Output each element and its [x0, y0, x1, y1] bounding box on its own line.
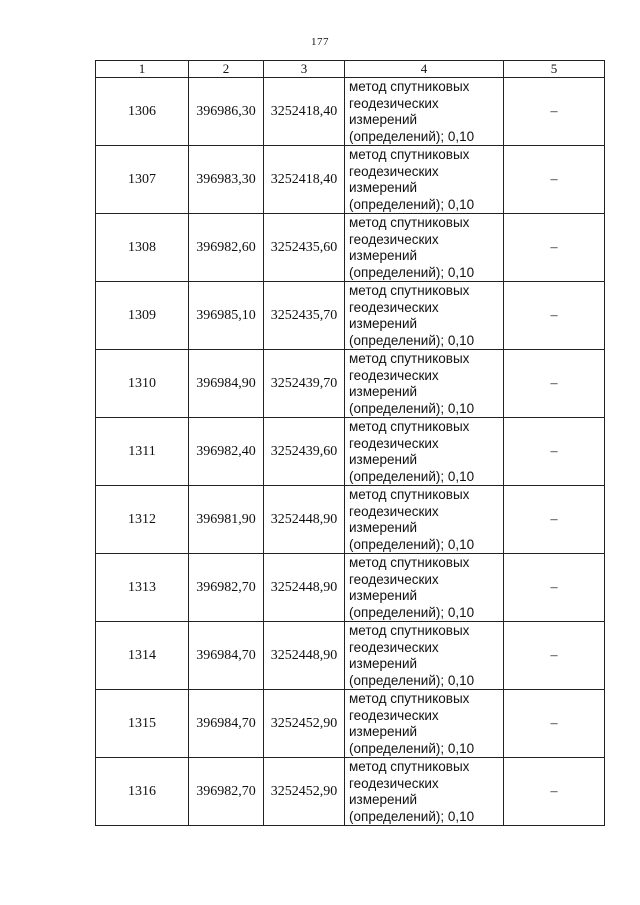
- note-cell: –: [504, 146, 605, 214]
- point-number-cell: 1309: [96, 282, 189, 350]
- method-line: метод спутниковых: [349, 79, 470, 94]
- method-line: измерений: [349, 180, 418, 195]
- method-line: (определений); 0,10: [349, 740, 475, 756]
- method-line: геодезических: [349, 639, 439, 655]
- y-coordinate-cell: 3252418,40: [264, 78, 345, 146]
- note-cell: –: [504, 350, 605, 418]
- method-cell: [345, 282, 504, 350]
- method-line: (определений); 0,10: [349, 196, 475, 212]
- method-line: метод спутниковых: [349, 555, 470, 570]
- table-row: [96, 418, 605, 486]
- table-row: [96, 282, 605, 350]
- y-coordinate-cell: 3252435,60: [264, 214, 345, 282]
- method-line: геодезических: [349, 95, 439, 111]
- point-number-cell: 1307: [96, 146, 189, 214]
- y-coordinate-cell: 3252448,90: [264, 622, 345, 690]
- method-line: измерений: [349, 248, 418, 263]
- method-line: измерений: [349, 520, 418, 535]
- method-line: (определений); 0,10: [349, 264, 475, 280]
- table-row: [96, 622, 605, 690]
- method-line: геодезических: [349, 231, 439, 247]
- x-coordinate-cell: 396984,70: [189, 622, 264, 690]
- method-line: метод спутниковых: [349, 351, 470, 366]
- x-coordinate-cell: 396982,70: [189, 554, 264, 622]
- method-line: геодезических: [349, 435, 439, 451]
- method-line: измерений: [349, 452, 418, 467]
- column-header: 4: [345, 61, 504, 78]
- method-line: (определений); 0,10: [349, 604, 475, 620]
- x-coordinate-cell: 396984,90: [189, 350, 264, 418]
- method-line: измерений: [349, 316, 418, 331]
- y-coordinate-cell: 3252439,70: [264, 350, 345, 418]
- note-cell: –: [504, 758, 605, 826]
- point-number-cell: 1313: [96, 554, 189, 622]
- method-line: (определений); 0,10: [349, 536, 475, 552]
- point-number-cell: 1315: [96, 690, 189, 758]
- method-line: геодезических: [349, 299, 439, 315]
- method-line: метод спутниковых: [349, 215, 470, 230]
- method-line: метод спутниковых: [349, 283, 470, 298]
- table-row: [96, 554, 605, 622]
- y-coordinate-cell: 3252439,60: [264, 418, 345, 486]
- table-row: [96, 690, 605, 758]
- table-row: [96, 214, 605, 282]
- table-row: [96, 78, 605, 146]
- method-line: (определений); 0,10: [349, 332, 475, 348]
- y-coordinate-cell: 3252452,90: [264, 758, 345, 826]
- method-line: метод спутниковых: [349, 487, 470, 502]
- point-number-cell: 1308: [96, 214, 189, 282]
- x-coordinate-cell: 396985,10: [189, 282, 264, 350]
- table-row: [96, 486, 605, 554]
- point-number-cell: 1306: [96, 78, 189, 146]
- method-line: геодезических: [349, 163, 439, 179]
- method-line: (определений); 0,10: [349, 128, 475, 144]
- method-line: метод спутниковых: [349, 147, 470, 162]
- method-line: измерений: [349, 792, 418, 807]
- column-header: 5: [504, 61, 605, 78]
- method-line: (определений); 0,10: [349, 468, 475, 484]
- method-cell: [345, 418, 504, 486]
- point-number-cell: 1314: [96, 622, 189, 690]
- method-line: измерений: [349, 656, 418, 671]
- x-coordinate-cell: 396982,60: [189, 214, 264, 282]
- x-coordinate-cell: 396986,30: [189, 78, 264, 146]
- y-coordinate-cell: 3252452,90: [264, 690, 345, 758]
- y-coordinate-cell: 3252448,90: [264, 486, 345, 554]
- coordinates-table: [95, 60, 605, 826]
- x-coordinate-cell: 396982,40: [189, 418, 264, 486]
- method-line: метод спутниковых: [349, 691, 470, 706]
- method-cell: [345, 350, 504, 418]
- note-cell: –: [504, 554, 605, 622]
- method-line: геодезических: [349, 503, 439, 519]
- method-line: геодезических: [349, 571, 439, 587]
- y-coordinate-cell: 3252448,90: [264, 554, 345, 622]
- method-line: метод спутниковых: [349, 623, 470, 638]
- method-cell: [345, 554, 504, 622]
- table-row: [96, 146, 605, 214]
- column-header: 3: [264, 61, 345, 78]
- method-cell: [345, 214, 504, 282]
- note-cell: –: [504, 622, 605, 690]
- method-line: измерений: [349, 724, 418, 739]
- point-number-cell: 1310: [96, 350, 189, 418]
- method-cell: [345, 146, 504, 214]
- y-coordinate-cell: 3252418,40: [264, 146, 345, 214]
- method-line: метод спутниковых: [349, 419, 470, 434]
- method-line: измерений: [349, 112, 418, 127]
- method-line: метод спутниковых: [349, 759, 470, 774]
- method-cell: [345, 486, 504, 554]
- column-header: 2: [189, 61, 264, 78]
- point-number-cell: 1311: [96, 418, 189, 486]
- method-line: геодезических: [349, 367, 439, 383]
- note-cell: –: [504, 282, 605, 350]
- note-cell: –: [504, 214, 605, 282]
- note-cell: –: [504, 78, 605, 146]
- page-number: 177: [311, 36, 329, 48]
- method-cell: [345, 78, 504, 146]
- x-coordinate-cell: 396983,30: [189, 146, 264, 214]
- point-number-cell: 1316: [96, 758, 189, 826]
- method-line: геодезических: [349, 707, 439, 723]
- method-cell: [345, 758, 504, 826]
- method-cell: [345, 622, 504, 690]
- x-coordinate-cell: 396982,70: [189, 758, 264, 826]
- table-row: [96, 758, 605, 826]
- note-cell: –: [504, 418, 605, 486]
- method-line: измерений: [349, 588, 418, 603]
- note-cell: –: [504, 690, 605, 758]
- table-header-row: [96, 61, 605, 78]
- table-body: [96, 78, 605, 826]
- method-line: (определений); 0,10: [349, 672, 475, 688]
- method-cell: [345, 690, 504, 758]
- note-cell: –: [504, 486, 605, 554]
- x-coordinate-cell: 396984,70: [189, 690, 264, 758]
- method-line: геодезических: [349, 775, 439, 791]
- x-coordinate-cell: 396981,90: [189, 486, 264, 554]
- y-coordinate-cell: 3252435,70: [264, 282, 345, 350]
- method-line: (определений); 0,10: [349, 808, 475, 824]
- column-header: 1: [96, 61, 189, 78]
- method-line: измерений: [349, 384, 418, 399]
- table-row: [96, 350, 605, 418]
- point-number-cell: 1312: [96, 486, 189, 554]
- method-line: (определений); 0,10: [349, 400, 475, 416]
